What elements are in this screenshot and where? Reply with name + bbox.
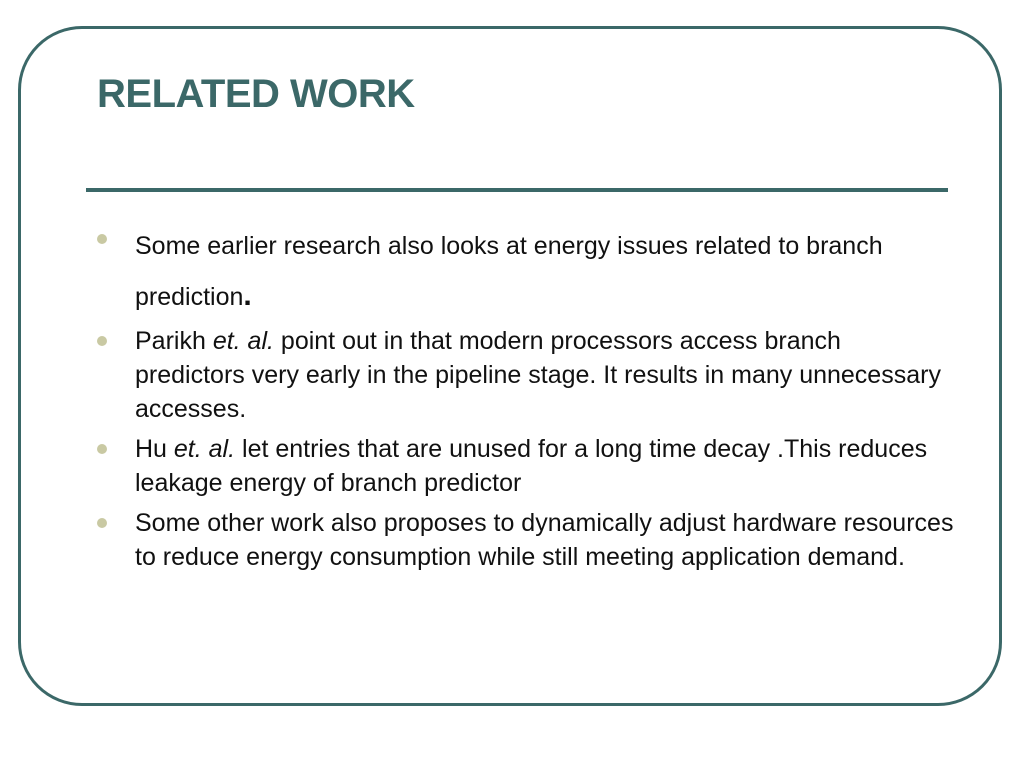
title-divider [86,188,948,192]
bullet-italic-text: et. al. [173,435,236,463]
bullet-dot-icon [97,444,107,454]
bullet-text: Parikh [135,327,213,355]
bullet-italic-text: et. al. [212,327,274,355]
bullet-item [97,222,957,322]
bullet-text-rest: let entries that are unused for a long time decay .This reduces leakage energy of branch predictor [135,435,928,497]
bullet-text: Some other work also proposes to dynamically adjust hardware resources to reduce energy consumption while still meeting application demand. [135,509,954,571]
bullet-item [97,324,957,426]
bullet-item [97,506,957,574]
bullet-item [97,432,957,500]
bullet-text-rest: point out in that modern processors access branch predictors very early in the pipeline stage. It results in many unnecessary accesses. [135,327,941,423]
bullet-text: Some earlier research also looks at energy issues related to branch prediction [135,232,883,311]
bullet-text: Hu [135,435,174,463]
bullet-period: . [243,279,252,312]
bullet-list [97,222,957,580]
bullet-dot-icon [97,234,107,244]
slide-title: RELATED WORK [97,72,415,116]
bullet-dot-icon [97,336,107,346]
bullet-dot-icon [97,518,107,528]
